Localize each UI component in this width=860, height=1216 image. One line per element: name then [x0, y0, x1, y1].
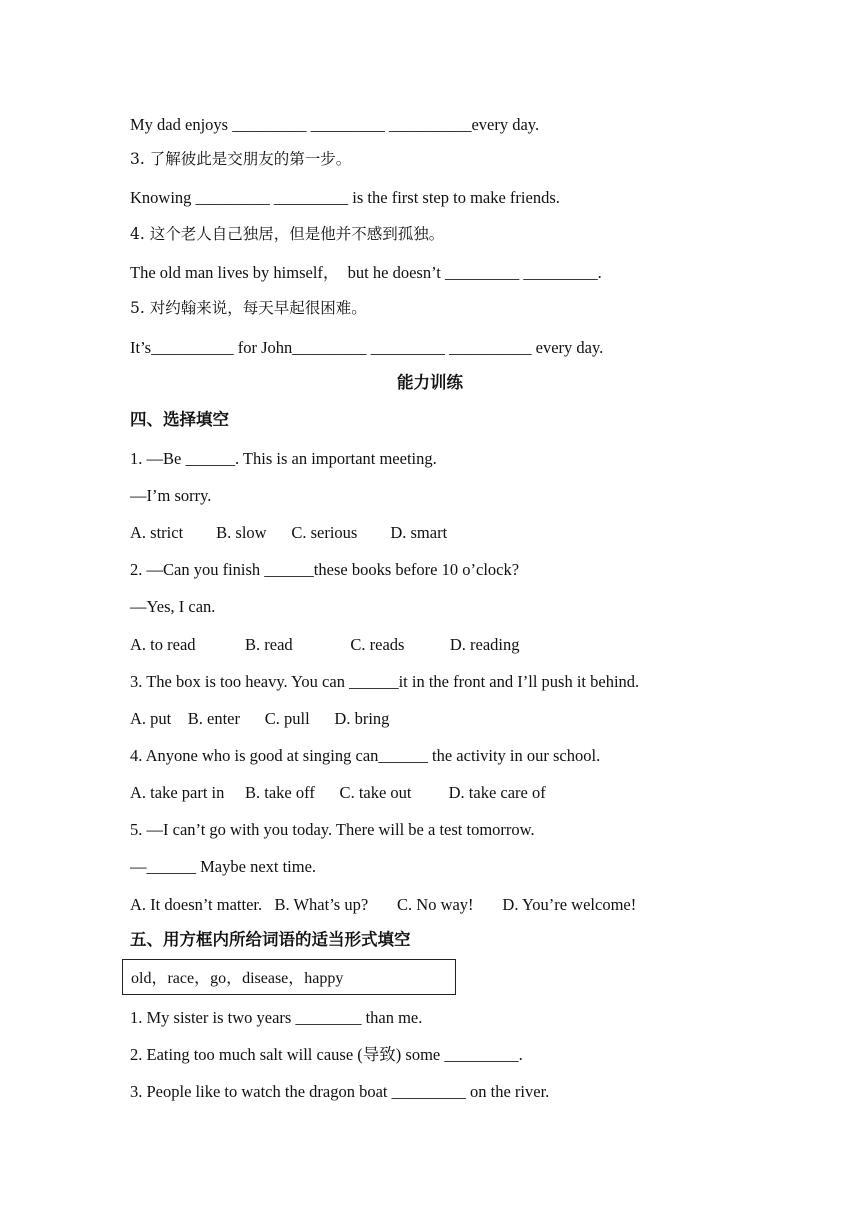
s4-q1-reply: —I’m sorry. — [130, 486, 212, 505]
q4-chinese: 4. 这个老人自己独居，但是他并不感到孤独。 — [130, 225, 445, 243]
q5-chinese: 5. 对约翰来说，每天早起很困难。 — [130, 299, 367, 317]
q4-english: The old man lives by himself， but he doesn’t _________ _________. — [130, 263, 602, 282]
s4-q4-options: A. take part in B. take off C. take out D. take care of — [130, 783, 546, 802]
q5-english: It’s__________ for John_________ _________ __________ every day. — [130, 338, 604, 357]
s4-q3-options: A. put B. enter C. pull D. bring — [130, 709, 390, 728]
s4-q2-reply: —Yes, I can. — [130, 597, 216, 616]
s4-q3: 3. The box is too heavy. You can ______it in the front and I’ll push it behind. — [130, 672, 640, 691]
s4-q5-options: A. It doesn’t matter. B. What’s up? C. No way! D. You’re welcome! — [130, 895, 637, 914]
s4-q1: 1. —Be ______. This is an important meeting. — [130, 449, 437, 468]
q3-chinese: 3. 了解彼此是交朋友的第一步。 — [130, 150, 352, 168]
s5-q3: 3. People like to watch the dragon boat _________ on the river. — [130, 1082, 550, 1101]
section-title: 能力训练 — [397, 373, 463, 392]
s4-q4: 4. Anyone who is good at singing can______ the activity in our school. — [130, 746, 601, 765]
s4-q2-options: A. to read B. read C. reads D. reading — [130, 635, 520, 654]
word-box-text: old，race，go，disease，happy — [131, 970, 344, 987]
line-my-dad: My dad enjoys _________ _________ __________every day. — [130, 115, 540, 134]
q3-english: Knowing _________ _________ is the first step to make friends. — [130, 188, 560, 207]
s5-q2: 2. Eating too much salt will cause (导致) some _________. — [130, 1045, 523, 1064]
section4-heading: 四、选择填空 — [130, 410, 229, 429]
section5-heading: 五、用方框内所给词语的适当形式填空 — [130, 930, 411, 949]
s4-q5: 5. —I can’t go with you today. There will be a test tomorrow. — [130, 820, 535, 839]
s4-q5-reply: —______ Maybe next time. — [130, 857, 317, 876]
word-box — [122, 959, 456, 995]
s4-q1-options: A. strict B. slow C. serious D. smart — [130, 523, 448, 542]
s4-q2: 2. —Can you finish ______these books before 10 o’clock? — [130, 560, 520, 579]
s5-q1: 1. My sister is two years ________ than me. — [130, 1008, 423, 1027]
